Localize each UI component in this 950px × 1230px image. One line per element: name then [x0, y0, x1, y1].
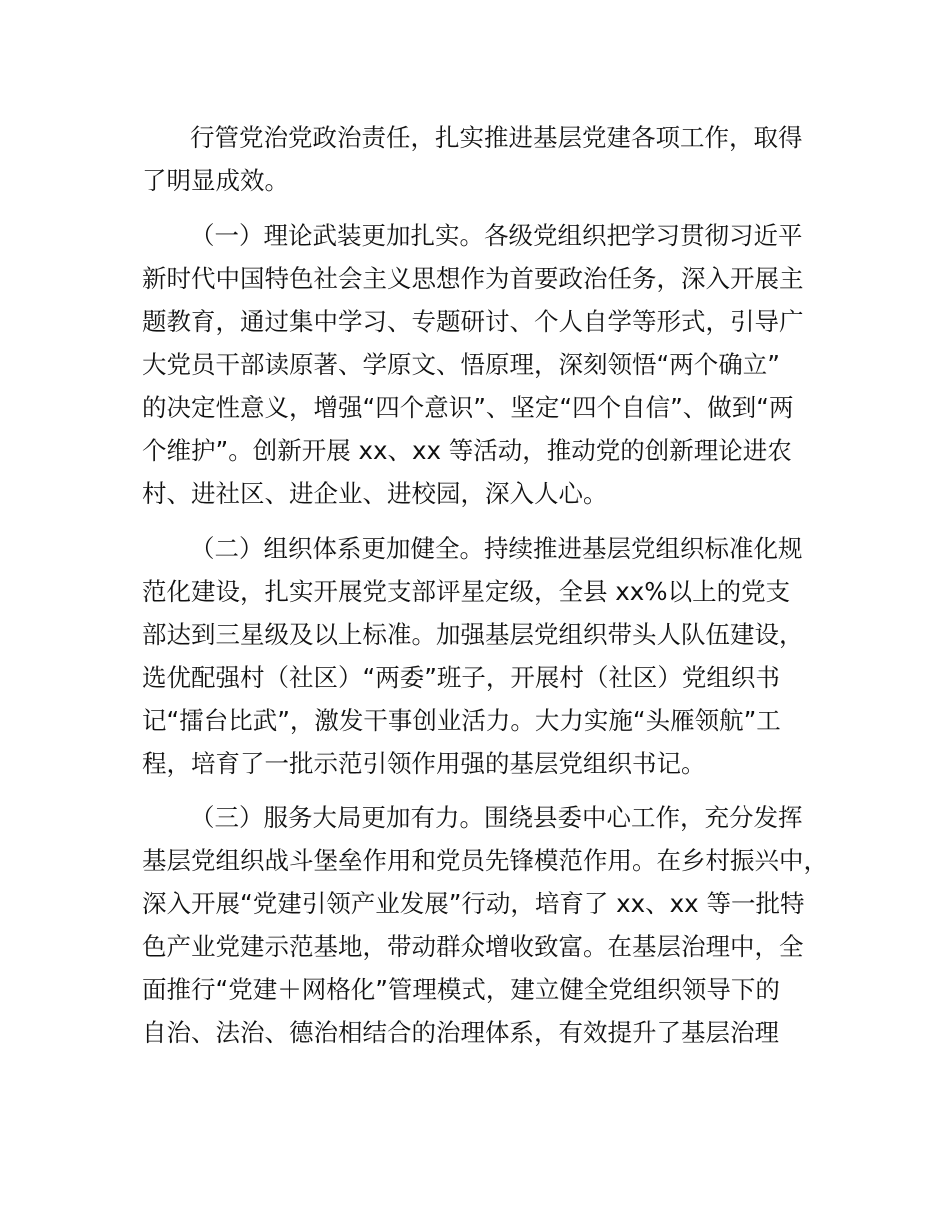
paragraph-3-line-3: 部达到三星级及以上标准。加强基层党组织带头人队伍建设，: [142, 620, 804, 649]
paragraph-4-line-5: 面推行“党建＋网格化”管理模式，建立健全党组织领导下的: [142, 975, 780, 1004]
paragraph-3-line-6: 程，培育了一批示范引领作用强的基层党组织书记。: [142, 749, 706, 778]
paragraph-4-line-4: 色产业党建示范基地，带动群众增收致富。在基层治理中，全: [142, 932, 804, 961]
paragraph-1-line-1: 行管党治党政治责任，扎实推进基层党建各项工作，取得: [190, 123, 803, 152]
paragraph-2-line-5: 的决定性意义，增强“四个意识”、坚定“四个自信”、做到“两: [142, 393, 794, 422]
paragraph-2-line-4: 大党员干部读原著、学原文、悟原理，深刻领悟“两个确立”: [142, 350, 780, 379]
paragraph-4-line-3: 深入开展“党建引领产业发展”行动，培育了 xx、xx 等一批特: [142, 889, 805, 918]
paragraph-2-line-2: 新时代中国特色社会主义思想作为首要政治任务，深入开展主: [142, 264, 804, 293]
paragraph-3-line-2: 范化建设，扎实开展党支部评星定级，全县 xx%以上的党支: [142, 577, 791, 606]
paragraph-2-line-6: 个维护”。创新开展 xx、xx 等活动，推动党的创新理论进农: [142, 436, 792, 465]
paragraph-4-line-6: 自治、法治、德治相结合的治理体系，有效提升了基层治理: [142, 1018, 779, 1047]
paragraph-2-line-7: 村、进社区、进企业、进校园，深入人心。: [142, 479, 608, 508]
paragraph-2-line-3: 题教育，通过集中学习、专题研讨、个人自学等形式，引导广: [142, 307, 804, 336]
paragraph-3-line-5: 记“擂台比武”，激发干事创业活力。大力实施“头雁领航”工: [142, 706, 781, 735]
paragraph-4-line-1: （三）服务大局更加有力。围绕县委中心工作，充分发挥: [190, 803, 803, 832]
paragraph-1-line-2: 了明显成效。: [142, 166, 289, 195]
paragraph-3-line-4: 选优配强村（社区）“两委”班子，开展村（社区）党组织书: [142, 663, 780, 692]
paragraph-2-line-1: （一）理论武装更加扎实。各级党组织把学习贯彻习近平: [190, 221, 803, 250]
paragraph-4-line-2: 基层党组织战斗堡垒作用和党员先锋模范作用。在乡村振兴中，: [142, 846, 828, 875]
paragraph-3-line-1: （二）组织体系更加健全。持续推进基层党组织标准化规: [190, 534, 803, 563]
